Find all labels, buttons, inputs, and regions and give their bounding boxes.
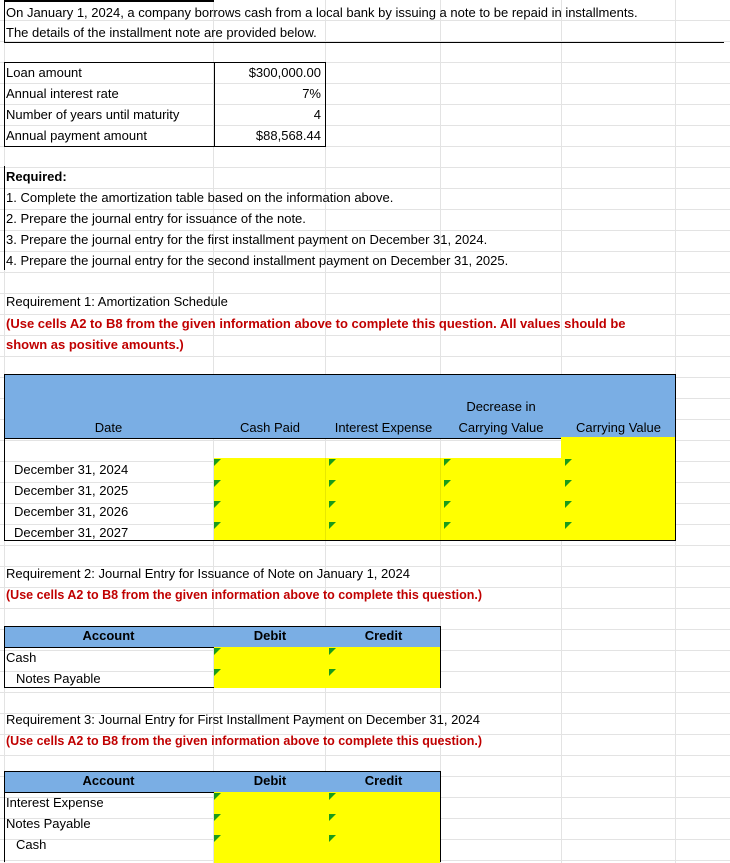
req3-note: (Use cells A2 to B8 from the given information above to complete this question.) [6, 734, 482, 748]
req2-header-credit: Credit [364, 628, 403, 643]
req3-title: Requirement 3: Journal Entry for First Installment Payment on December 31, 2024 [6, 712, 480, 727]
years-value[interactable]: 4 [313, 107, 321, 122]
required-item-1: 1. Complete the amortization table based on the information above. [6, 190, 394, 205]
interest-rate-value[interactable]: 7% [302, 86, 321, 101]
req2-title: Requirement 2: Journal Entry for Issuance of Note on January 1, 2024 [6, 566, 410, 581]
req3-account-notes-payable: Notes Payable [6, 816, 91, 831]
intro-line-1: On January 1, 2024, a company borrows cash from a local bank by issuing a note to be repaid in installments. [6, 5, 638, 20]
comment-marker[interactable] [444, 501, 451, 508]
comment-marker[interactable] [214, 793, 221, 800]
comment-marker[interactable] [565, 459, 572, 466]
req1-note-line-2: shown as positive amounts.) [6, 337, 184, 352]
comment-marker[interactable] [565, 480, 572, 487]
amortization-input-area-1[interactable] [214, 458, 561, 540]
years-label: Number of years until maturity [6, 107, 180, 122]
req3-account-cash: Cash [16, 837, 47, 852]
amortization-date-4: December 31, 2027 [14, 525, 129, 540]
required-item-2: 2. Prepare the journal entry for issuance of the note. [6, 211, 306, 226]
header-decrease-line-1: Decrease in [466, 399, 536, 414]
comment-marker[interactable] [565, 522, 572, 529]
req2-header-account: Account [82, 628, 135, 643]
comment-marker[interactable] [444, 459, 451, 466]
comment-marker[interactable] [329, 835, 336, 842]
annual-payment-value[interactable]: $88,568.44 [255, 128, 321, 143]
comment-marker[interactable] [214, 480, 221, 487]
comment-marker[interactable] [214, 648, 221, 655]
amortization-date-2: December 31, 2025 [14, 483, 129, 498]
req3-input-area[interactable] [214, 792, 440, 863]
comment-marker[interactable] [444, 522, 451, 529]
comment-marker[interactable] [329, 501, 336, 508]
comment-marker[interactable] [214, 522, 221, 529]
comment-marker[interactable] [329, 480, 336, 487]
req2-note: (Use cells A2 to B8 from the given information above to complete this question.) [6, 588, 482, 602]
req2-account-cash: Cash [6, 650, 37, 665]
amortization-input-area-2[interactable] [561, 437, 675, 540]
comment-marker[interactable] [214, 501, 221, 508]
req2-header-debit: Debit [253, 628, 287, 643]
header-decrease-line-2: Carrying Value [458, 420, 544, 435]
required-item-3: 3. Prepare the journal entry for the first installment payment on December 31, 2024. [6, 232, 488, 247]
req2-input-area[interactable] [214, 647, 440, 688]
comment-marker[interactable] [214, 669, 221, 676]
interest-rate-label: Annual interest rate [6, 86, 119, 101]
intro-line-2: The details of the installment note are provided below. [6, 25, 317, 40]
comment-marker[interactable] [214, 835, 221, 842]
comment-marker[interactable] [214, 459, 221, 466]
req1-title: Requirement 1: Amortization Schedule [6, 294, 228, 309]
comment-marker[interactable] [329, 814, 336, 821]
required-item-4: 4. Prepare the journal entry for the second installment payment on December 31, 2025. [6, 253, 509, 268]
req3-header-account: Account [82, 773, 135, 788]
header-cash-paid: Cash Paid [240, 420, 300, 435]
comment-marker[interactable] [329, 793, 336, 800]
header-date: Date [94, 420, 123, 435]
amortization-date-1: December 31, 2024 [14, 462, 129, 477]
comment-marker[interactable] [329, 669, 336, 676]
amortization-date-3: December 31, 2026 [14, 504, 129, 519]
header-interest-expense: Interest Expense [334, 420, 433, 435]
req3-header-credit: Credit [364, 773, 403, 788]
comment-marker[interactable] [444, 480, 451, 487]
comment-marker[interactable] [329, 648, 336, 655]
required-title: Required: [6, 169, 67, 184]
annual-payment-label: Annual payment amount [6, 128, 147, 143]
req3-header-debit: Debit [253, 773, 287, 788]
req2-account-notes-payable: Notes Payable [16, 671, 101, 686]
comment-marker[interactable] [329, 459, 336, 466]
req1-note-line-1: (Use cells A2 to B8 from the given information above to complete this question. All values should be [6, 316, 626, 331]
comment-marker[interactable] [214, 814, 221, 821]
req3-account-interest-expense: Interest Expense [6, 795, 104, 810]
loan-amount-value[interactable]: $300,000.00 [248, 65, 321, 80]
comment-marker[interactable] [329, 522, 336, 529]
comment-marker[interactable] [565, 501, 572, 508]
loan-amount-label: Loan amount [6, 65, 82, 80]
header-carrying-value: Carrying Value [575, 420, 662, 435]
